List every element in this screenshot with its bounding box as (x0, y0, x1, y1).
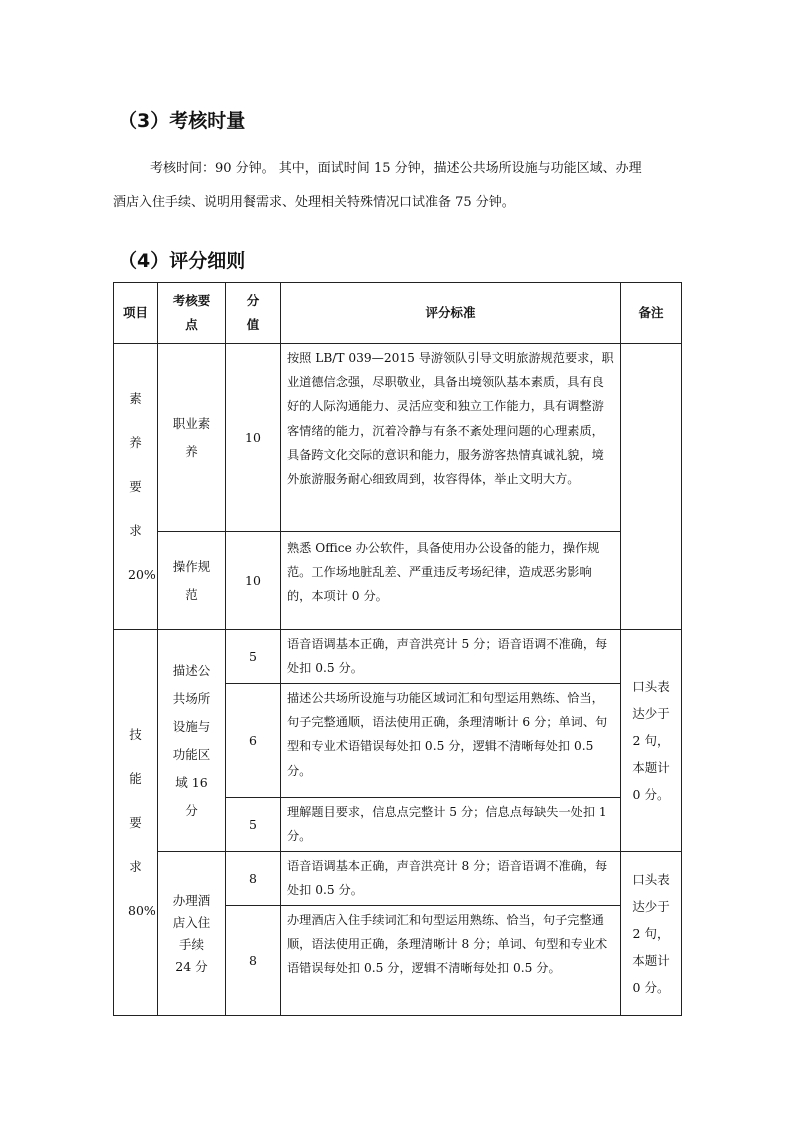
exam-time-paragraph (113, 152, 678, 220)
score-operation: 10 (226, 532, 281, 630)
point-operation: 操作规范 (158, 532, 226, 630)
score-hotel-1: 8 (226, 852, 281, 906)
standard-describe-3: 理解题目要求，信息点完整计 5 分；信息点每缺失一处扣 1 分。 (281, 798, 621, 852)
point-hotel-checkin: 办理酒店入住手续 24 分 (158, 852, 226, 1016)
standard-operation: 熟悉 Office 办公软件，具备使用办公设备的能力，操作规范。工作场地脏乱差、严重违反考场纪律，造成恶劣影响的，本项计 0 分。 (281, 532, 621, 630)
exam-time-line-1: 考核时间：90 分钟。 其中，面试时间 15 分钟，描述公共场所设施与功能区域、办理 (150, 161, 642, 176)
score-describe-2: 6 (226, 684, 281, 798)
header-standard: 评分标准 (281, 283, 621, 344)
score-professional: 10 (226, 344, 281, 532)
header-note: 备注 (621, 283, 682, 344)
scoring-table (113, 282, 682, 1016)
point-describe-facilities: 描述公共场所设施与功能区域 16 分 (158, 630, 226, 852)
standard-hotel-1: 语音语调基本正确，声音洪亮计 8 分；语音语调不准确，每处扣 0.5 分。 (281, 852, 621, 906)
note-describe: 口头表达少于 2 句，本题计 0 分。 (621, 630, 682, 852)
table-row (114, 532, 682, 630)
score-describe-1: 5 (226, 630, 281, 684)
score-hotel-2: 8 (226, 906, 281, 1016)
table-row (114, 852, 682, 906)
section-3-title: （3）考核时量 (118, 110, 246, 132)
table-row (114, 344, 682, 532)
item-skill: 技能要求80% (114, 630, 158, 1016)
table-row (114, 630, 682, 684)
standard-hotel-2: 办理酒店入住手续词汇和句型运用熟练、恰当，句子完整通顺，语法使用正确，条理清晰计 8 分；单词、句型和专业术语错误每处扣 0.5 分，逻辑不清晰每处扣 0.5 分。 (281, 906, 621, 1016)
note-literacy (621, 344, 682, 630)
item-literacy: 素养要求20% (114, 344, 158, 630)
header-point: 考核要点 (158, 283, 226, 344)
header-score: 分值 (226, 283, 281, 344)
standard-describe-2: 描述公共场所设施与功能区域词汇和句型运用熟练、恰当，句子完整通顺，语法使用正确，条理清晰计 6 分；单词、句型和专业术语错误每处扣 0.5 分，逻辑不清晰每处扣 0.5 分。 (281, 684, 621, 798)
score-describe-3: 5 (226, 798, 281, 852)
section-4-title: （4）评分细则 (118, 250, 246, 272)
standard-professional: 按照 LB/T 039—2015 导游领队引导文明旅游规范要求，职业道德信念强，尽职敬业，具备出境领队基本素质，具有良好的人际沟通能力、灵活应变和独立工作能力，具有调整游客情绪的能力，沉着冷静与有条不紊处理问题的心理素质，具备跨文化交际的意识和能力，服务游客热情真诚礼貌，境外旅游服务耐心细致周到，妆容得体，举止文明大方。 (281, 344, 621, 532)
table-header-row (114, 283, 682, 344)
header-item: 项目 (114, 283, 158, 344)
standard-describe-1: 语音语调基本正确，声音洪亮计 5 分；语音语调不准确，每处扣 0.5 分。 (281, 630, 621, 684)
note-hotel: 口头表达少于 2 句，本题计 0 分。 (621, 852, 682, 1016)
point-professional: 职业素养 (158, 344, 226, 532)
exam-time-line-2: 酒店入住手续、说明用餐需求、处理相关特殊情况口试准备 75 分钟。 (113, 195, 515, 210)
